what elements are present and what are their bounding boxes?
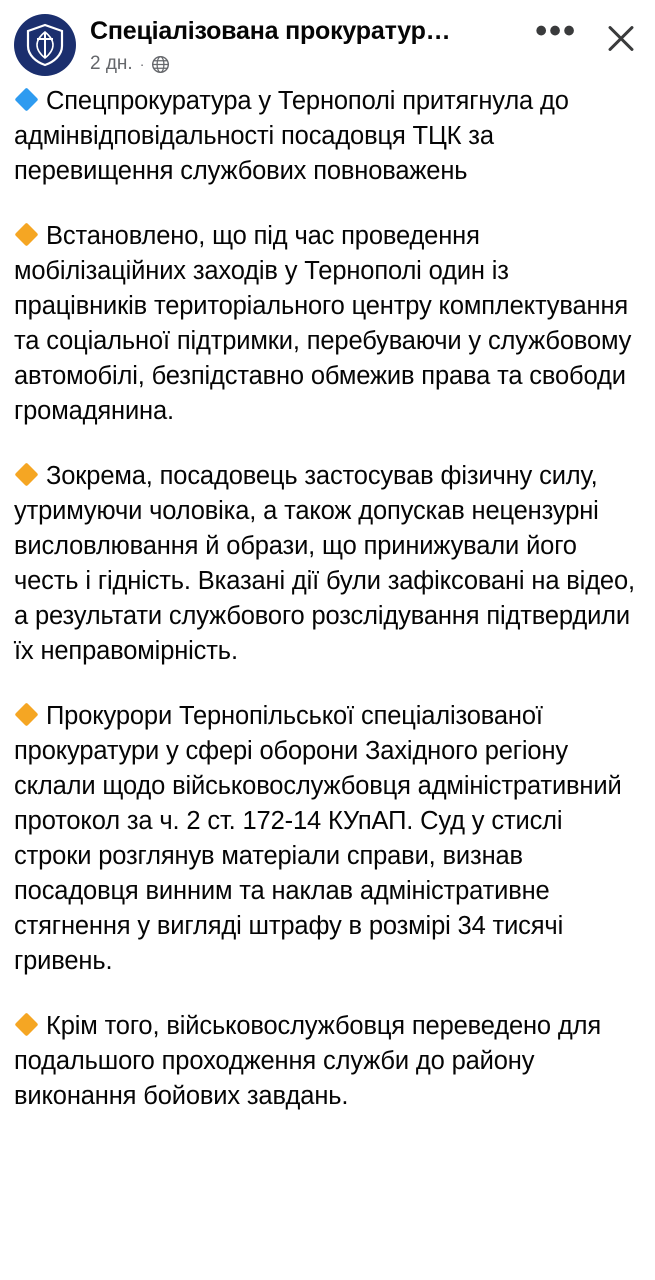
orange-diamond-bullet-icon <box>14 462 39 487</box>
page-title[interactable]: Спеціалізована прокуратур… <box>90 17 451 45</box>
post-body <box>0 76 655 1114</box>
post-paragraph <box>14 219 641 429</box>
ellipsis-icon[interactable]: ••• <box>535 12 577 50</box>
post-timestamp[interactable]: 2 дн. <box>90 53 133 74</box>
paragraph-text: Прокурори Тернопільської спеціалізованої прокуратури у сфері оборони Західного регіону склали щодо військовослужбовця адміністративний протокол за ч. 2 ст. 172-14 КУпАП. Суд у стислі строки розглянув матеріали справи, визнав посадовця винним та наклав адміністративне стягнення у вигляді штрафу в розмірі 34 тисячі гривень. <box>14 702 622 975</box>
post-header-actions <box>535 14 641 58</box>
blue-diamond-bullet-icon <box>14 87 39 112</box>
post-paragraph <box>14 1009 641 1114</box>
orange-diamond-bullet-icon <box>14 1012 39 1037</box>
post-paragraph <box>14 459 641 669</box>
prosecutor-emblem-icon <box>23 22 67 68</box>
orange-diamond-bullet-icon <box>14 222 39 247</box>
post-header <box>0 0 655 76</box>
close-icon[interactable] <box>601 18 641 58</box>
globe-icon <box>151 55 170 74</box>
paragraph-text: Встановлено, що під час проведення мобілізаційних заходів у Тернополі один із працівників територіального центру комплектування та соціальної підтримки, перебуваючи у службовому автомобілі, безпідставно обмежив права та свободи громадянина. <box>14 222 632 425</box>
paragraph-text: Крім того, військовослужбовця переведено для подальшого проходження служби до району виконання бойових завдань. <box>14 1012 601 1110</box>
paragraph-text: Спецпрокуратура у Тернополі притягнула до адмінвідповідальності посадовця ТЦК за перевищення службових повноважень <box>14 87 569 185</box>
avatar[interactable] <box>14 14 76 76</box>
post-paragraph <box>14 84 641 189</box>
orange-diamond-bullet-icon <box>14 702 39 727</box>
post-paragraph <box>14 699 641 979</box>
meta-separator: · <box>139 56 145 72</box>
post-meta <box>90 53 535 75</box>
paragraph-text: Зокрема, посадовець застосував фізичну силу, утримуючи чоловіка, а також допускав нецензурні висловлювання й образи, що принижували його честь і гідність. Вказані дії були зафіксовані на відео, а результати службового розслідування підтвердили їх неправомірність. <box>14 462 635 665</box>
post-header-text <box>76 14 535 75</box>
